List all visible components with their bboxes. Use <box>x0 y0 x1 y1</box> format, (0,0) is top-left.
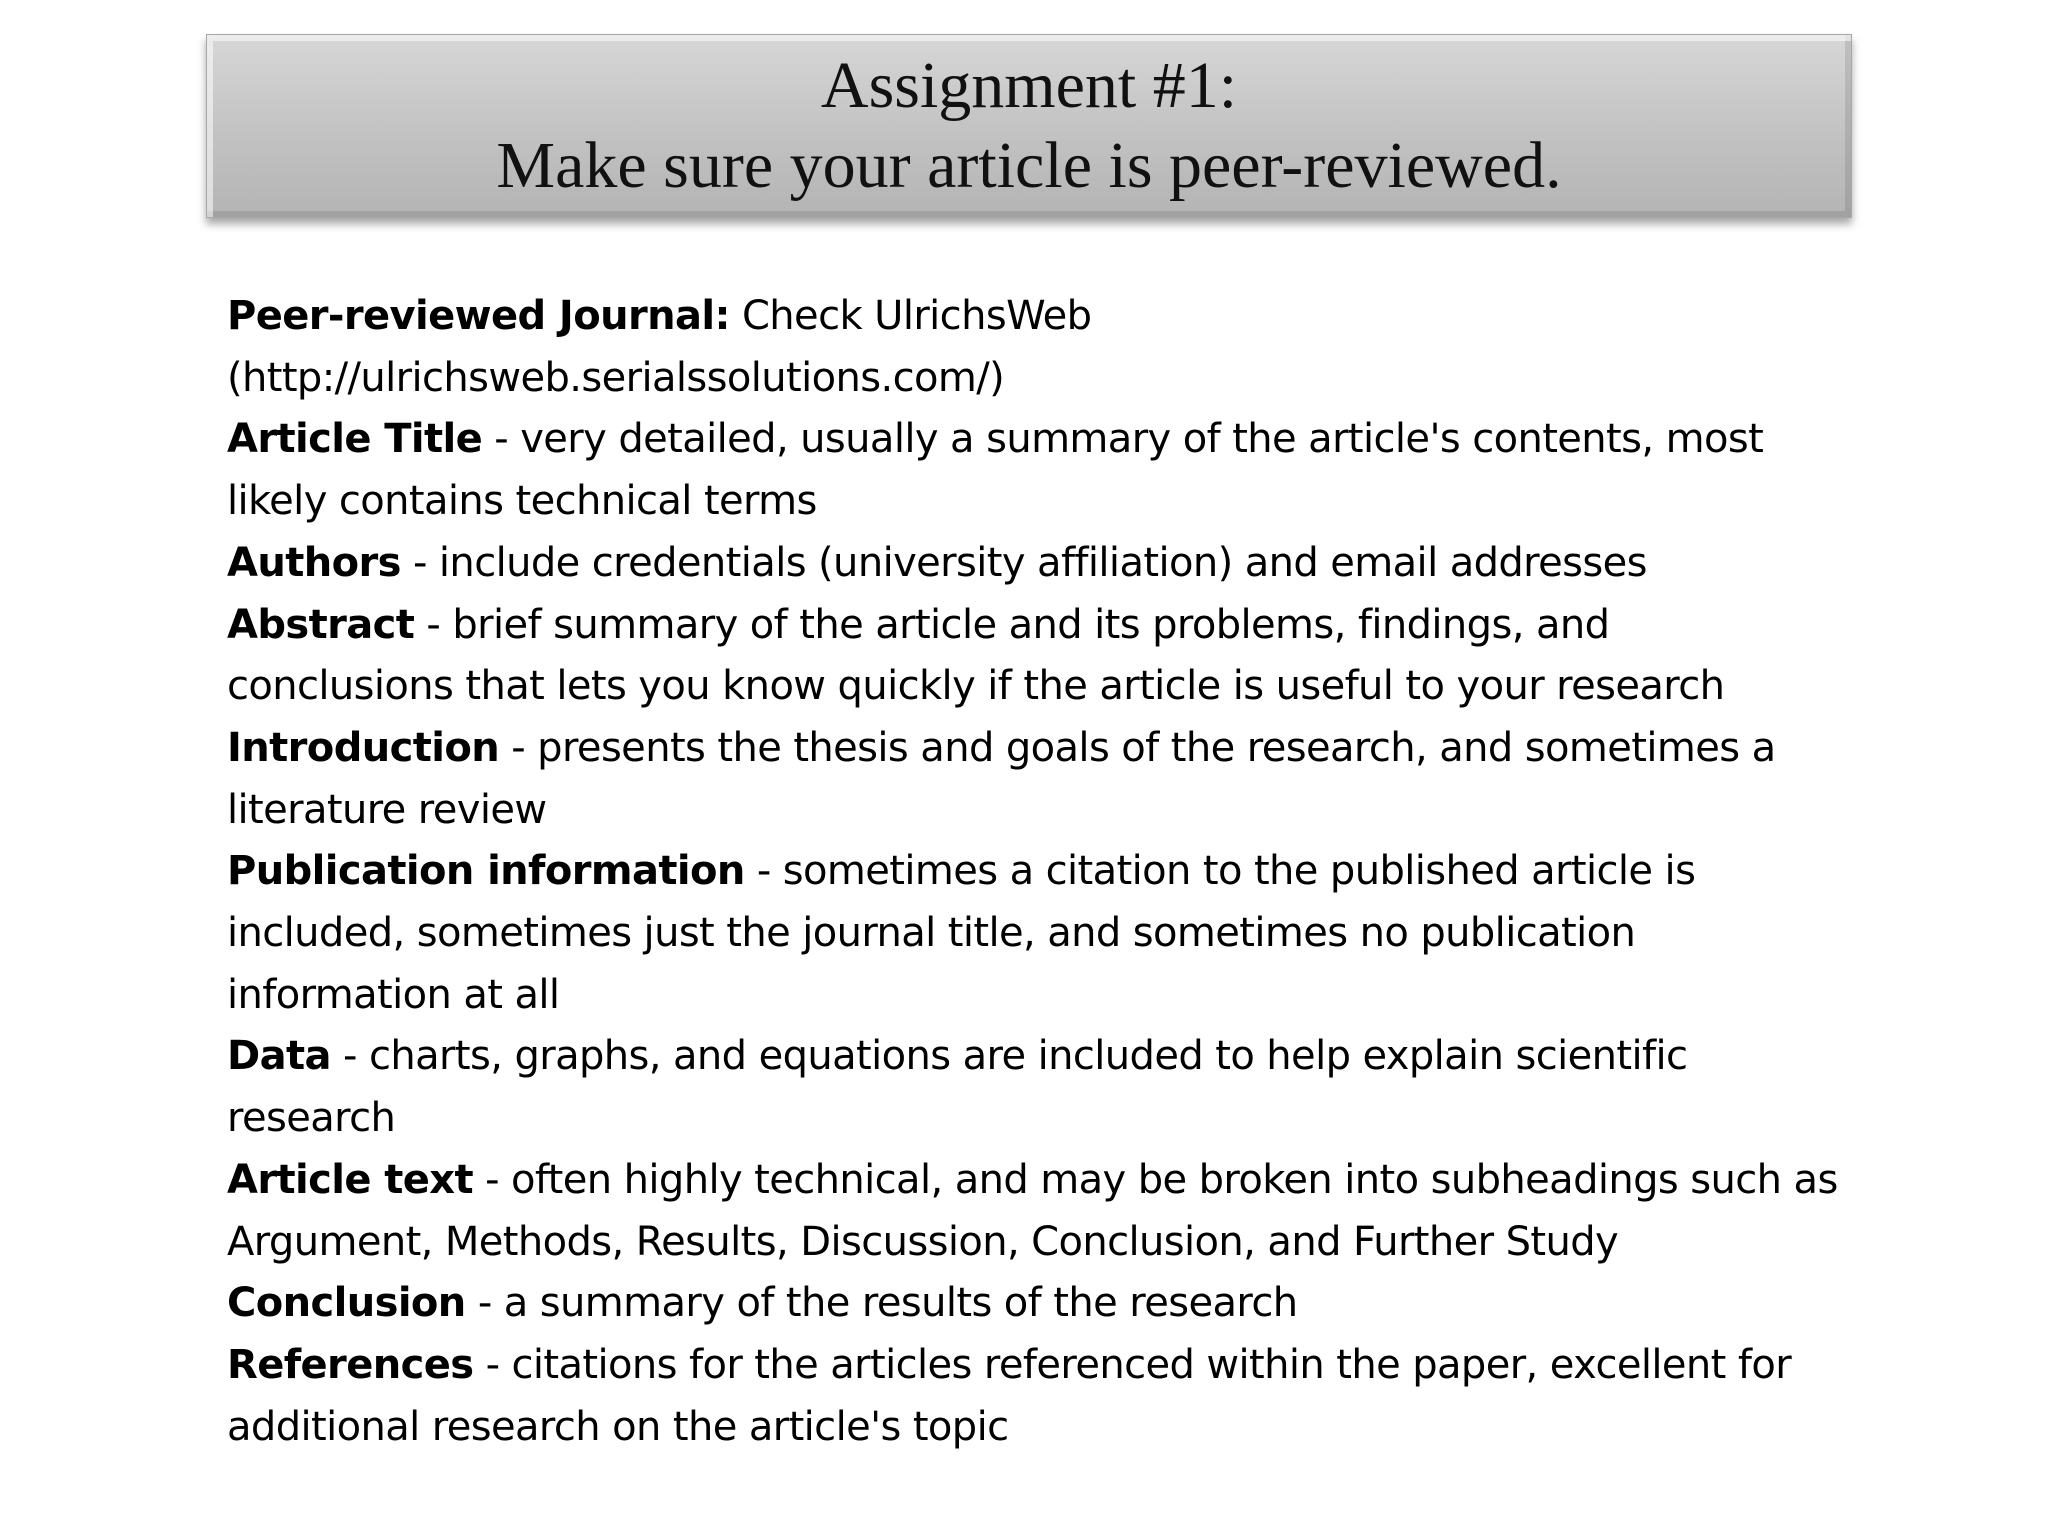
item-term: References <box>227 1341 474 1388</box>
item-description: - citations for the articles referenced within the paper, excellent for additional research on the article's topic <box>227 1341 1792 1450</box>
item-article-text <box>227 1150 1847 1273</box>
item-term: Authors <box>227 539 401 586</box>
item-term: Introduction <box>227 724 500 771</box>
slide-body <box>227 286 1847 1458</box>
item-term: Article Title <box>227 416 483 463</box>
item-abstract <box>227 595 1847 718</box>
item-article-title <box>227 409 1847 532</box>
item-term: Article text <box>227 1156 473 1203</box>
item-description: Check UlrichsWeb <box>729 293 1092 339</box>
slide-title-line-2: Make sure your article is peer-reviewed. <box>496 129 1562 202</box>
item-peer-reviewed-journal <box>227 286 1847 409</box>
item-conclusion <box>227 1273 1847 1335</box>
item-description: - charts, graphs, and equations are included to help explain scientific research <box>227 1033 1688 1142</box>
slide-title-line-1: Assignment #1: <box>820 49 1238 122</box>
item-publication-information <box>227 841 1847 1026</box>
item-description: - often highly technical, and may be broken into subheadings such as Argument, Methods, Results, Discussion, Conclusion, and Further Study <box>227 1156 1838 1265</box>
item-description: - a summary of the results of the research <box>465 1280 1298 1327</box>
item-description: - sometimes a citation to the published article is included, sometimes just the journal title, and sometimes no publication information at all <box>227 848 1696 1018</box>
item-term: Abstract <box>227 601 415 648</box>
item-term: Publication information <box>227 848 745 895</box>
item-references <box>227 1335 1847 1458</box>
item-term: Conclusion <box>227 1280 466 1327</box>
ulrichsweb-url: (http://ulrichsweb.serialssolutions.com/) <box>227 354 1005 401</box>
item-description: - presents the thesis and goals of the research, and sometimes a literature review <box>227 724 1776 833</box>
item-description: - very detailed, usually a summary of the article's contents, most likely contains technical terms <box>227 416 1764 525</box>
item-introduction <box>227 718 1847 841</box>
item-data <box>227 1026 1847 1149</box>
item-authors <box>227 533 1847 595</box>
item-term: Peer-reviewed Journal: <box>227 293 730 339</box>
item-description: - brief summary of the article and its problems, findings, and conclusions that lets you know quickly if the article is useful to your research <box>227 601 1725 710</box>
item-description: - include credentials (university affiliation) and email addresses <box>400 539 1647 586</box>
item-term: Data <box>227 1033 331 1080</box>
slide-title-box <box>206 34 1852 218</box>
